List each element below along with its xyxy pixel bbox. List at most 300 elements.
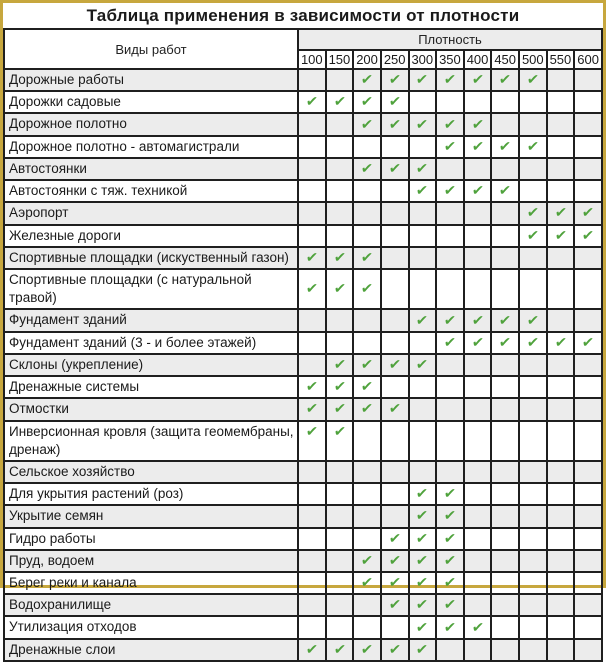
check-icon: ✔ [305, 378, 319, 395]
check-cell [381, 309, 409, 331]
density-column-header: 200 [353, 50, 381, 69]
check-icon: ✔ [305, 640, 319, 657]
check-cell [298, 113, 326, 135]
table-row [4, 461, 602, 483]
check-icon: ✔ [387, 93, 402, 110]
check-cell [574, 113, 602, 135]
work-type-label: Укрытие семян [4, 505, 298, 527]
check-cell [326, 616, 354, 638]
check-icon: ✔ [387, 640, 402, 657]
check-icon: ✔ [387, 596, 402, 613]
check-cell [436, 332, 464, 354]
check-cell [298, 332, 326, 354]
check-cell [436, 91, 464, 113]
check-cell [464, 202, 492, 224]
check-cell [381, 202, 409, 224]
check-cell [464, 180, 492, 202]
check-cell [381, 594, 409, 616]
check-cell [326, 398, 354, 420]
check-icon: ✔ [387, 355, 402, 372]
check-cell [298, 225, 326, 247]
check-cell [547, 91, 575, 113]
check-cell [574, 202, 602, 224]
check-icon: ✔ [415, 485, 430, 502]
check-cell [519, 461, 547, 483]
check-icon: ✔ [415, 551, 430, 568]
check-cell [381, 572, 409, 594]
check-cell [574, 376, 602, 398]
check-cell [547, 594, 575, 616]
check-cell [353, 269, 381, 309]
check-cell [519, 309, 547, 331]
check-icon: ✔ [415, 182, 430, 199]
check-cell [409, 639, 437, 661]
check-cell [491, 505, 519, 527]
check-icon: ✔ [470, 71, 485, 88]
work-type-label: Спортивные площадки (искуственный газон) [4, 247, 298, 269]
check-cell [298, 550, 326, 572]
check-cell [464, 269, 492, 309]
check-cell [298, 572, 326, 594]
check-cell [436, 136, 464, 158]
page-title: Таблица применения в зависимости от плотности [86, 6, 520, 25]
check-icon: ✔ [415, 159, 430, 176]
check-icon: ✔ [553, 333, 568, 350]
check-icon: ✔ [498, 137, 512, 154]
table-row [4, 376, 602, 398]
check-cell [381, 332, 409, 354]
work-type-label: Сельское хозяйство [4, 461, 298, 483]
check-icon: ✔ [526, 333, 540, 350]
check-cell [381, 354, 409, 376]
check-cell [381, 376, 409, 398]
check-icon: ✔ [305, 400, 319, 417]
check-icon: ✔ [415, 640, 430, 657]
check-cell [574, 332, 602, 354]
check-cell [436, 202, 464, 224]
check-cell [353, 505, 381, 527]
check-icon: ✔ [360, 115, 374, 132]
check-cell [491, 461, 519, 483]
work-type-label: Фундамент зданий (3 - и более этажей) [4, 332, 298, 354]
check-cell [353, 354, 381, 376]
check-icon: ✔ [360, 159, 374, 176]
work-type-label: Дорожное полотно [4, 113, 298, 135]
check-cell [326, 309, 354, 331]
check-cell [574, 69, 602, 91]
check-cell [381, 528, 409, 550]
check-icon: ✔ [332, 640, 347, 657]
check-cell [547, 332, 575, 354]
check-cell [436, 354, 464, 376]
check-icon: ✔ [470, 333, 485, 350]
check-cell [353, 225, 381, 247]
check-cell [574, 247, 602, 269]
check-cell [574, 354, 602, 376]
check-cell [409, 483, 437, 505]
check-icon: ✔ [360, 248, 374, 265]
density-column-header: 400 [464, 50, 492, 69]
table-row [4, 398, 602, 420]
check-icon: ✔ [415, 529, 430, 546]
check-cell [574, 225, 602, 247]
check-cell [547, 421, 575, 461]
check-cell [464, 136, 492, 158]
check-cell [491, 639, 519, 661]
check-icon: ✔ [553, 226, 568, 243]
work-type-label: Водохранилище [4, 594, 298, 616]
check-cell [491, 572, 519, 594]
check-cell [519, 572, 547, 594]
check-cell [353, 616, 381, 638]
table-row [4, 594, 602, 616]
check-cell [326, 550, 354, 572]
check-cell [519, 594, 547, 616]
check-icon: ✔ [443, 529, 457, 546]
check-icon: ✔ [443, 333, 457, 350]
work-type-label: Фундамент зданий [4, 309, 298, 331]
check-cell [409, 376, 437, 398]
check-cell [381, 180, 409, 202]
check-cell [353, 639, 381, 661]
check-cell [326, 354, 354, 376]
density-column-header: 550 [547, 50, 575, 69]
check-cell [409, 180, 437, 202]
check-cell [409, 332, 437, 354]
check-cell [491, 550, 519, 572]
check-cell [353, 309, 381, 331]
check-cell [298, 505, 326, 527]
check-icon: ✔ [360, 551, 374, 568]
check-cell [381, 269, 409, 309]
check-cell [574, 505, 602, 527]
check-icon: ✔ [360, 71, 374, 88]
check-cell [326, 572, 354, 594]
check-cell [298, 202, 326, 224]
check-cell [519, 398, 547, 420]
check-cell [436, 247, 464, 269]
check-cell [436, 421, 464, 461]
check-cell [353, 376, 381, 398]
check-cell [353, 158, 381, 180]
check-cell [353, 572, 381, 594]
check-cell [326, 376, 354, 398]
work-type-label: Железные дороги [4, 225, 298, 247]
check-icon: ✔ [305, 422, 319, 439]
check-cell [464, 550, 492, 572]
check-cell [519, 91, 547, 113]
check-cell [409, 421, 437, 461]
check-cell [409, 550, 437, 572]
check-cell [547, 461, 575, 483]
density-header: Плотность [298, 29, 602, 50]
check-icon: ✔ [526, 137, 540, 154]
work-type-label: Автостоянки [4, 158, 298, 180]
check-cell [298, 639, 326, 661]
check-cell [326, 69, 354, 91]
table-row [4, 639, 602, 661]
check-cell [464, 639, 492, 661]
check-icon: ✔ [470, 618, 485, 635]
check-cell [491, 332, 519, 354]
check-cell [326, 136, 354, 158]
check-cell [519, 113, 547, 135]
check-icon: ✔ [443, 596, 457, 613]
check-icon: ✔ [305, 280, 319, 297]
check-cell [326, 639, 354, 661]
check-icon: ✔ [470, 182, 485, 199]
check-icon: ✔ [360, 640, 374, 657]
work-types-header: Виды работ [4, 29, 298, 69]
check-cell [436, 616, 464, 638]
check-cell [464, 247, 492, 269]
check-icon: ✔ [360, 378, 374, 395]
check-cell [491, 309, 519, 331]
check-icon: ✔ [581, 333, 595, 350]
check-cell [326, 483, 354, 505]
work-type-label: Дорожки садовые [4, 91, 298, 113]
check-cell [547, 528, 575, 550]
check-icon: ✔ [387, 551, 402, 568]
check-icon: ✔ [387, 159, 402, 176]
check-icon: ✔ [387, 574, 402, 591]
check-cell [353, 136, 381, 158]
work-type-label: Спортивные площадки (с натуральной травой) [4, 269, 298, 309]
check-cell [298, 91, 326, 113]
check-cell [547, 398, 575, 420]
check-icon: ✔ [498, 311, 512, 328]
check-cell [519, 639, 547, 661]
check-cell [547, 158, 575, 180]
check-icon: ✔ [360, 400, 374, 417]
check-cell [409, 354, 437, 376]
density-column-header: 350 [436, 50, 464, 69]
check-cell [464, 483, 492, 505]
check-cell [353, 594, 381, 616]
check-cell [409, 69, 437, 91]
check-cell [574, 269, 602, 309]
check-cell [574, 91, 602, 113]
check-cell [574, 616, 602, 638]
table-row [4, 550, 602, 572]
check-cell [409, 398, 437, 420]
check-icon: ✔ [332, 93, 347, 110]
table-row [4, 180, 602, 202]
check-cell [353, 69, 381, 91]
check-cell [353, 398, 381, 420]
check-cell [326, 180, 354, 202]
check-cell [547, 376, 575, 398]
check-cell [547, 202, 575, 224]
check-cell [381, 113, 409, 135]
check-cell [436, 225, 464, 247]
table-row [4, 505, 602, 527]
work-type-label: Дренажные системы [4, 376, 298, 398]
check-cell [574, 421, 602, 461]
check-cell [436, 550, 464, 572]
check-cell [574, 639, 602, 661]
check-icon: ✔ [415, 618, 430, 635]
check-cell [298, 247, 326, 269]
table-row [4, 483, 602, 505]
check-cell [298, 69, 326, 91]
check-cell [464, 309, 492, 331]
check-cell [409, 505, 437, 527]
check-cell [547, 69, 575, 91]
check-cell [326, 332, 354, 354]
check-cell [519, 616, 547, 638]
check-cell [409, 594, 437, 616]
check-icon: ✔ [526, 204, 540, 221]
check-icon: ✔ [387, 529, 402, 546]
check-icon: ✔ [443, 137, 457, 154]
table-row [4, 309, 602, 331]
density-column-header: 500 [519, 50, 547, 69]
check-cell [298, 136, 326, 158]
table-row [4, 247, 602, 269]
check-cell [326, 461, 354, 483]
check-cell [436, 639, 464, 661]
density-column-header: 150 [326, 50, 354, 69]
check-cell [381, 483, 409, 505]
table-row [4, 528, 602, 550]
check-cell [574, 398, 602, 420]
check-cell [519, 483, 547, 505]
check-cell [464, 505, 492, 527]
check-cell [574, 528, 602, 550]
check-icon: ✔ [332, 378, 347, 395]
table-row [4, 113, 602, 135]
density-column-header: 250 [381, 50, 409, 69]
check-cell [464, 398, 492, 420]
check-cell [519, 269, 547, 309]
check-cell [547, 354, 575, 376]
check-cell [353, 332, 381, 354]
check-cell [353, 461, 381, 483]
check-cell [519, 505, 547, 527]
check-cell [298, 594, 326, 616]
check-cell [491, 269, 519, 309]
check-icon: ✔ [360, 280, 374, 297]
work-type-label: Склоны (укрепление) [4, 354, 298, 376]
check-cell [464, 332, 492, 354]
check-cell [298, 376, 326, 398]
check-icon: ✔ [360, 93, 374, 110]
check-cell [436, 376, 464, 398]
check-cell [436, 69, 464, 91]
check-cell [547, 483, 575, 505]
check-cell [574, 158, 602, 180]
work-type-label: Дорожное полотно - автомагистрали [4, 136, 298, 158]
work-type-label: Утилизация отходов [4, 616, 298, 638]
work-type-label: Аэропорт [4, 202, 298, 224]
check-cell [547, 269, 575, 309]
check-icon: ✔ [498, 182, 512, 199]
check-cell [298, 461, 326, 483]
check-cell [409, 225, 437, 247]
table-row [4, 202, 602, 224]
header-row-top [4, 29, 602, 50]
work-type-label: Дорожные работы [4, 69, 298, 91]
check-cell [464, 91, 492, 113]
check-cell [519, 550, 547, 572]
check-cell [464, 225, 492, 247]
table-row [4, 91, 602, 113]
check-cell [353, 91, 381, 113]
check-cell [436, 572, 464, 594]
check-cell [326, 528, 354, 550]
check-cell [464, 528, 492, 550]
check-cell [381, 461, 409, 483]
check-icon: ✔ [498, 333, 512, 350]
check-icon: ✔ [415, 574, 430, 591]
check-icon: ✔ [443, 115, 457, 132]
check-cell [491, 247, 519, 269]
check-cell [381, 247, 409, 269]
check-cell [491, 180, 519, 202]
check-icon: ✔ [470, 115, 485, 132]
check-cell [381, 421, 409, 461]
table-row [4, 616, 602, 638]
check-icon: ✔ [415, 311, 430, 328]
check-cell [381, 616, 409, 638]
check-cell [298, 398, 326, 420]
density-column-header: 100 [298, 50, 326, 69]
table-row [4, 69, 602, 91]
check-cell [409, 269, 437, 309]
check-cell [491, 113, 519, 135]
check-cell [491, 594, 519, 616]
check-cell [519, 136, 547, 158]
check-cell [353, 528, 381, 550]
check-icon: ✔ [581, 226, 595, 243]
check-cell [436, 483, 464, 505]
check-cell [326, 158, 354, 180]
check-cell [491, 376, 519, 398]
check-icon: ✔ [332, 280, 347, 297]
check-cell [409, 91, 437, 113]
check-cell [574, 180, 602, 202]
check-cell [491, 158, 519, 180]
check-cell [574, 594, 602, 616]
check-cell [381, 639, 409, 661]
check-cell [409, 247, 437, 269]
check-cell [547, 180, 575, 202]
check-cell [326, 225, 354, 247]
table-row [4, 158, 602, 180]
check-icon: ✔ [526, 226, 540, 243]
check-cell [298, 180, 326, 202]
check-icon: ✔ [387, 400, 402, 417]
check-cell [574, 483, 602, 505]
check-cell [464, 69, 492, 91]
check-cell [298, 421, 326, 461]
check-icon: ✔ [360, 355, 374, 372]
check-cell [298, 309, 326, 331]
check-cell [381, 505, 409, 527]
check-cell [464, 421, 492, 461]
check-cell [519, 180, 547, 202]
check-cell [409, 136, 437, 158]
check-cell [464, 113, 492, 135]
check-icon: ✔ [470, 137, 485, 154]
check-icon: ✔ [498, 71, 512, 88]
check-cell [464, 354, 492, 376]
check-icon: ✔ [415, 355, 430, 372]
check-cell [491, 483, 519, 505]
check-icon: ✔ [443, 182, 457, 199]
check-cell [436, 158, 464, 180]
